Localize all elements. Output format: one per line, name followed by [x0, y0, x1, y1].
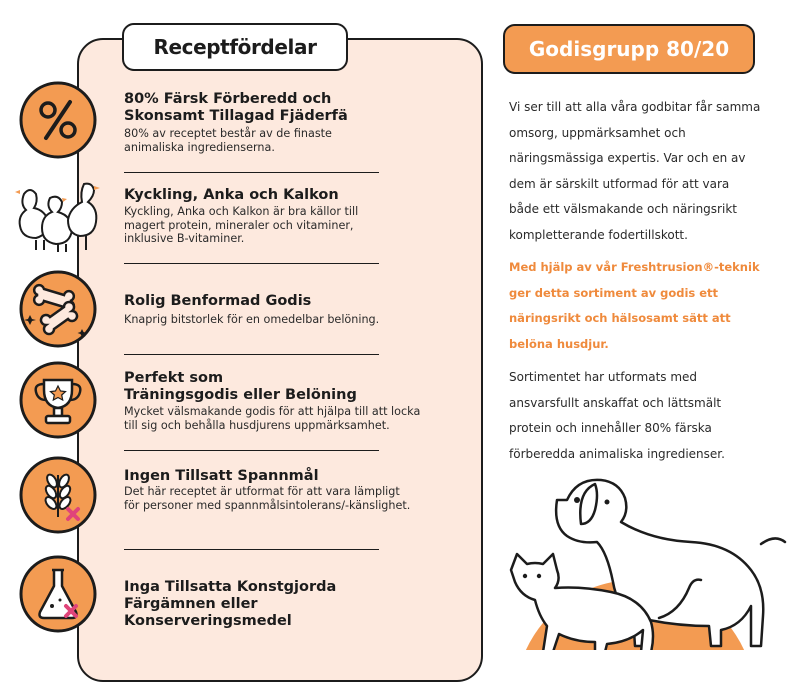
- divider: [124, 549, 379, 550]
- percent-icon: [18, 80, 98, 160]
- benefits-title: Receptfördelar: [122, 23, 348, 71]
- benefit-title: Inga Tillsatta Konstgjorda Färgämnen eller Konserveringsmedel: [124, 579, 337, 629]
- benefit-title: Perfekt som Träningsgodis eller Belöning: [124, 370, 357, 403]
- benefit-description: Knaprig bitstorlek för en omedelbar belöning.: [124, 313, 380, 326]
- divider: [124, 263, 379, 264]
- benefit-title: Rolig Benformad Godis: [124, 293, 312, 309]
- benefit-title: 80% Färsk Förberedd och Skonsamt Tillagad Fjäderfä: [124, 91, 348, 124]
- trophy-icon: [18, 360, 98, 440]
- benefit-description: Mycket välsmakande godis för att hjälpa till att locka till sig och behålla husdjurens uppmärksamhet.: [124, 405, 421, 432]
- dog-and-cat-illustration: [495, 470, 794, 650]
- bones-icon: [18, 269, 98, 349]
- divider: [124, 450, 379, 451]
- treat-group-title: Godisgrupp 80/20: [503, 24, 755, 74]
- intro-paragraph: Vi ser till att alla våra godbitar får samma omsorg, uppmärksamhet och näringsmässiga expertis. Var och en av dem är särskilt utformad för att vara både ett välsmakande och näringsrikt kompletterande fodertillskott.: [509, 100, 761, 242]
- poultry-icon: [14, 176, 104, 256]
- divider: [124, 172, 379, 173]
- summary-paragraph: Sortimentet har utformats med ansvarsfullt anskaffat och lättsmält protein och innehåller 80% färska förberedda animaliska ingredienser.: [509, 370, 725, 461]
- wheat-crossed-icon: [18, 455, 98, 535]
- flask-crossed-icon: [18, 554, 98, 634]
- benefit-title: Ingen Tillsatt Spannmål: [124, 468, 319, 484]
- benefit-description: Det här receptet är utformat för att vara lämpligt för personer med spannmålsintolerans/-känslighet.: [124, 485, 411, 512]
- benefit-title: Kyckling, Anka och Kalkon: [124, 187, 339, 203]
- divider: [124, 354, 379, 355]
- benefit-description: 80% av receptet består av de finaste animaliska ingredienserna.: [124, 127, 332, 154]
- highlight-paragraph: Med hjälp av vår Freshtrusion®-teknik ger detta sortiment av godis ett näringsrikt och hälsosamt sätt att belöna husdjur.: [509, 260, 760, 351]
- benefit-description: Kyckling, Anka och Kalkon är bra källor till magert protein, mineraler och vitaminer, inklusive B-vitaminer.: [124, 205, 359, 245]
